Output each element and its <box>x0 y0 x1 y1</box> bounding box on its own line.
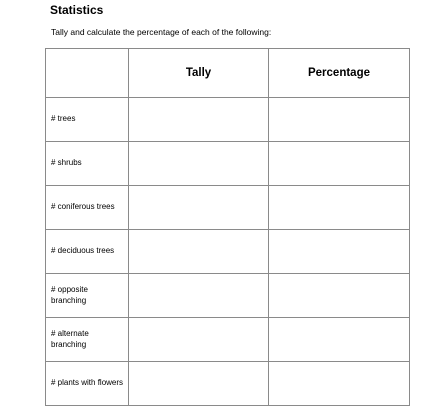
row-label: # shrubs <box>46 142 129 186</box>
header-percentage: Percentage <box>269 49 410 98</box>
table-header-row <box>46 49 410 98</box>
tally-cell[interactable] <box>129 186 269 230</box>
percentage-cell[interactable] <box>269 362 410 406</box>
table-row <box>46 98 410 142</box>
tally-cell[interactable] <box>129 98 269 142</box>
tally-table <box>45 48 410 406</box>
header-tally: Tally <box>129 49 269 98</box>
page-title: Statistics <box>50 3 104 17</box>
row-label: # deciduous trees <box>46 230 129 274</box>
table-row <box>46 186 410 230</box>
instructions-text: Tally and calculate the percentage of each of the following: <box>51 27 272 37</box>
tally-cell[interactable] <box>129 362 269 406</box>
row-label: # trees <box>46 98 129 142</box>
tally-cell[interactable] <box>129 230 269 274</box>
percentage-cell[interactable] <box>269 318 410 362</box>
tally-cell[interactable] <box>129 318 269 362</box>
table-row <box>46 318 410 362</box>
header-category-cell <box>46 49 129 98</box>
row-label: # opposite branching <box>46 274 129 318</box>
percentage-cell[interactable] <box>269 186 410 230</box>
row-label: # plants with flowers <box>46 362 129 406</box>
table-row <box>46 362 410 406</box>
row-label: # coniferous trees <box>46 186 129 230</box>
table-row <box>46 142 410 186</box>
tally-cell[interactable] <box>129 142 269 186</box>
percentage-cell[interactable] <box>269 274 410 318</box>
row-label: # alternate branching <box>46 318 129 362</box>
table-row <box>46 274 410 318</box>
tally-cell[interactable] <box>129 274 269 318</box>
table-row <box>46 230 410 274</box>
percentage-cell[interactable] <box>269 98 410 142</box>
percentage-cell[interactable] <box>269 230 410 274</box>
percentage-cell[interactable] <box>269 142 410 186</box>
